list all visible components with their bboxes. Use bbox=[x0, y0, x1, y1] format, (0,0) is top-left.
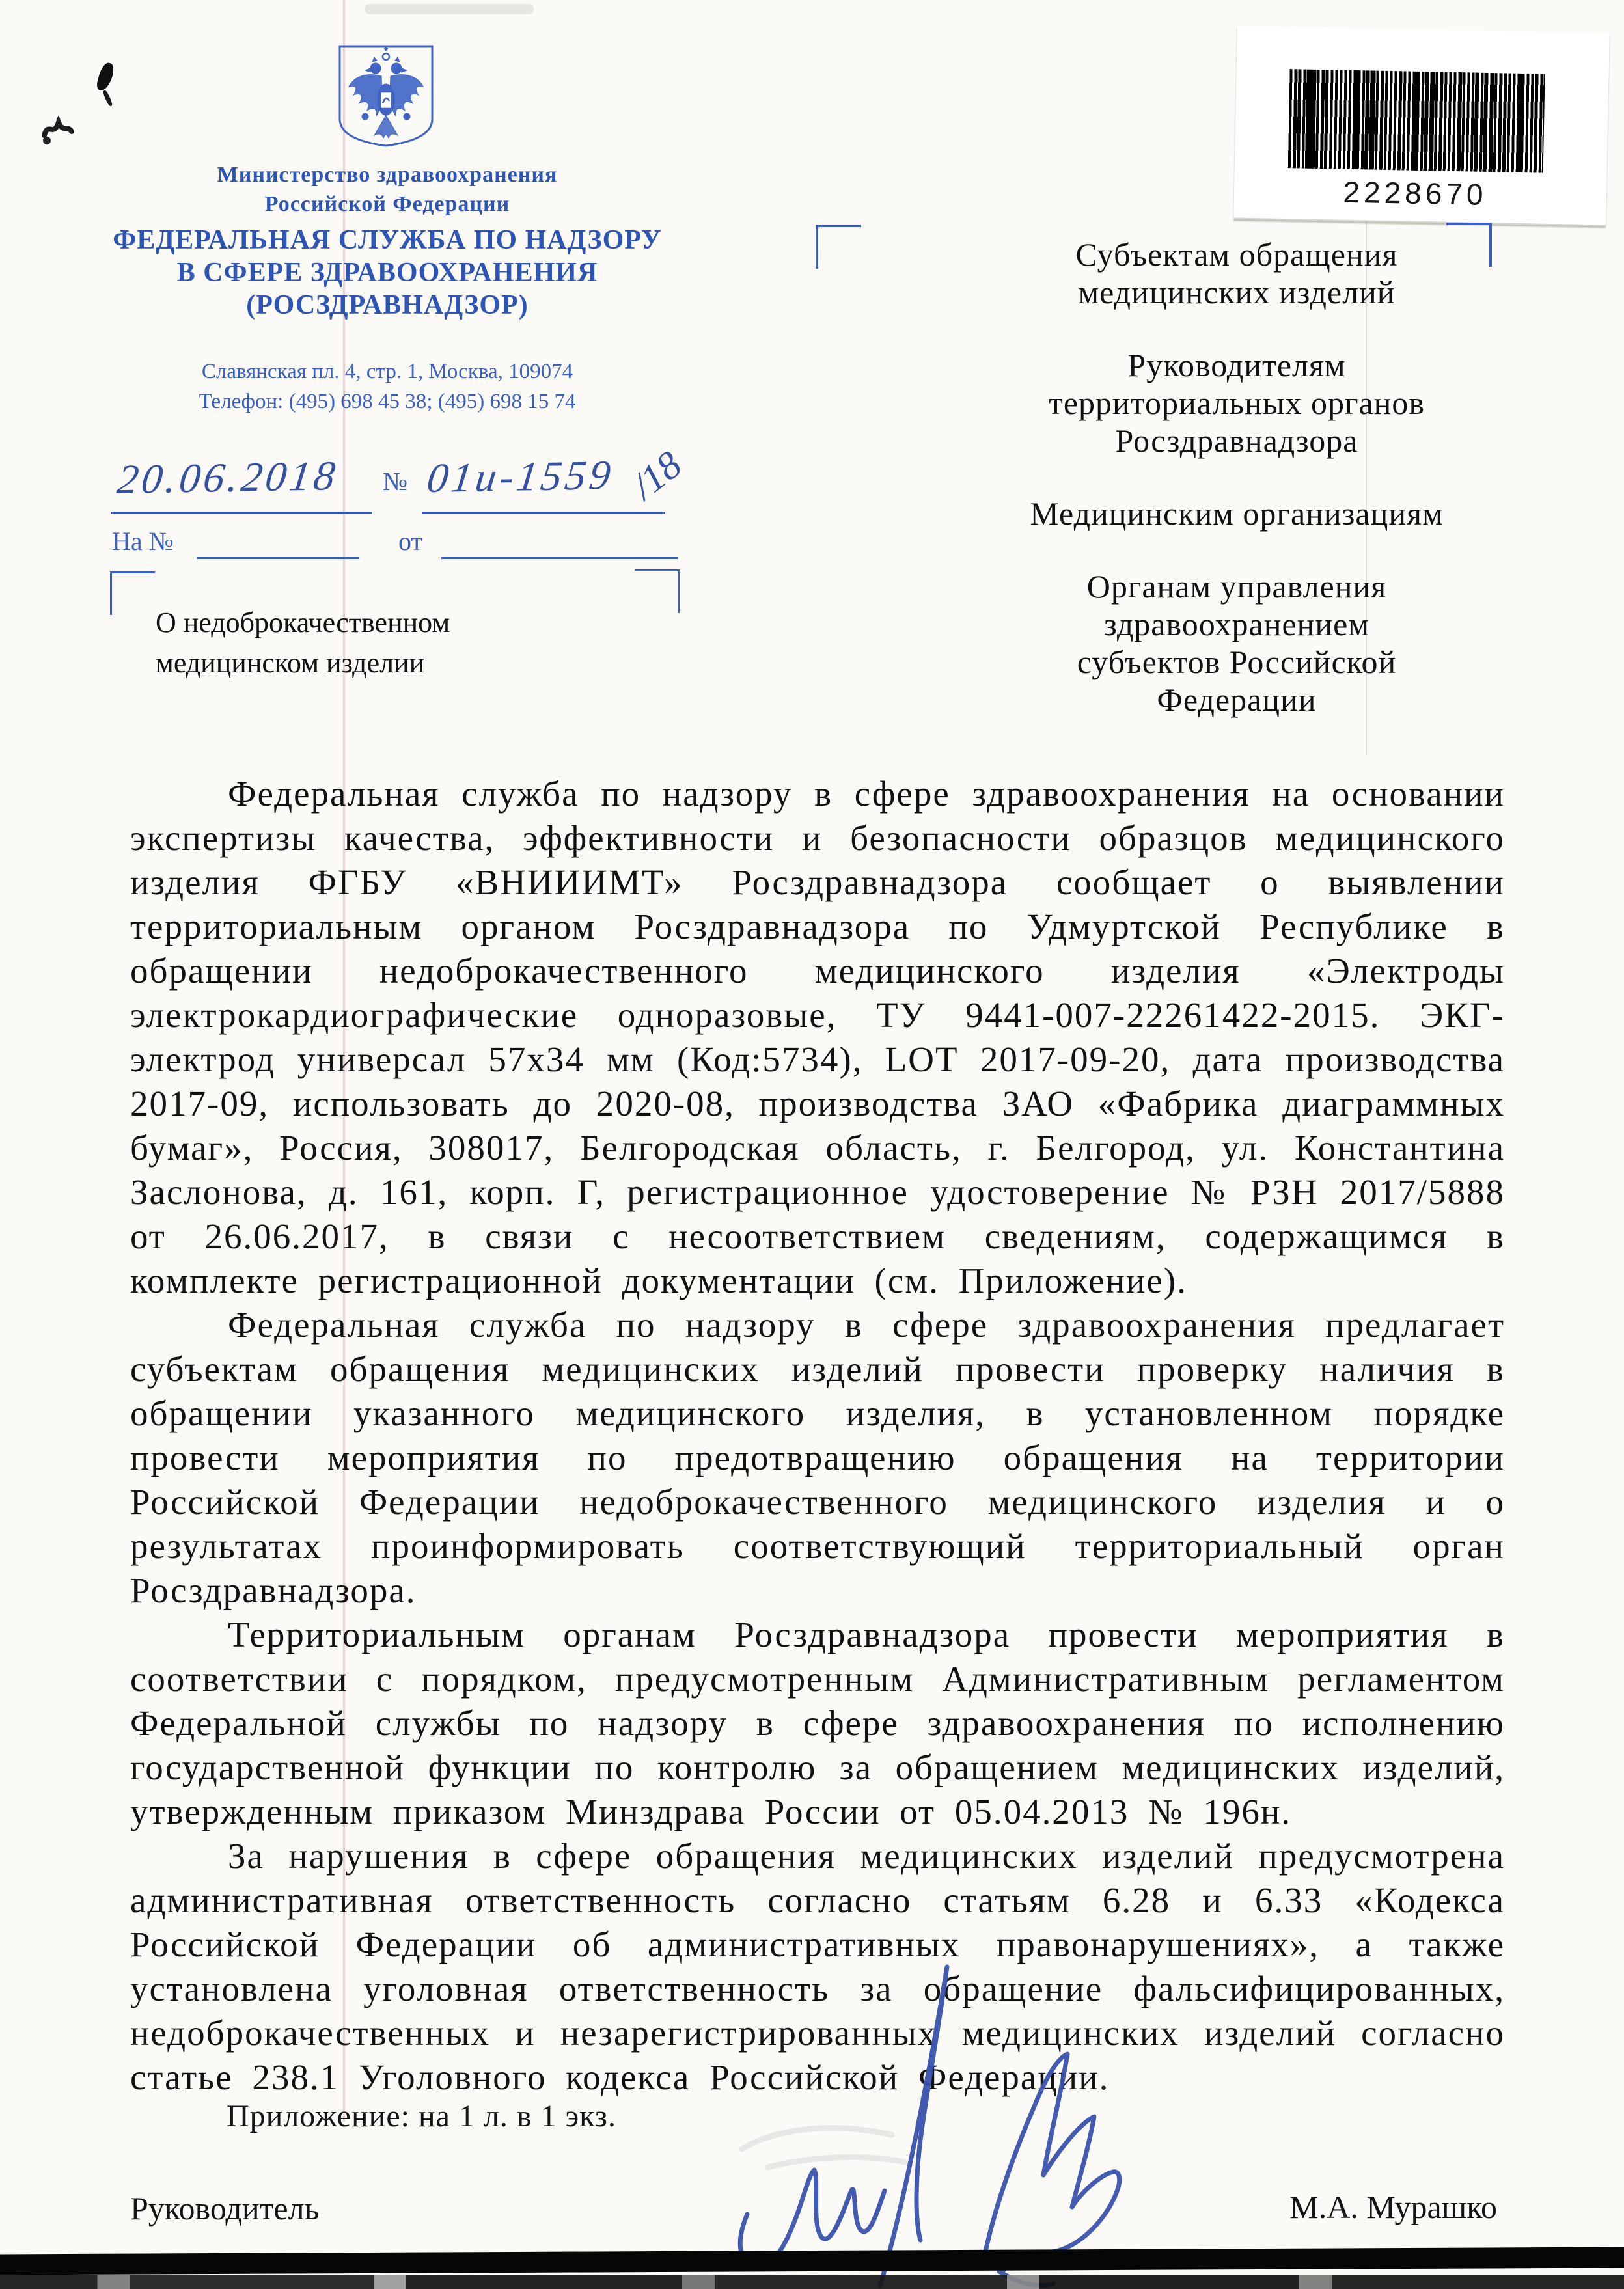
barcode-number: 2228670 bbox=[1342, 174, 1488, 212]
number-sign: № bbox=[383, 467, 408, 496]
handwritten-date: 20.06.2018 bbox=[115, 452, 341, 503]
subject-line-2: медицинском изделии bbox=[156, 647, 425, 679]
signer-name: М.А. Мурашко bbox=[1289, 2189, 1497, 2225]
service-name bbox=[91, 224, 683, 322]
reply-date-blank bbox=[441, 557, 678, 559]
addressee-medical-organizations: Медицинским организациям bbox=[1030, 495, 1444, 532]
reply-date-label: от bbox=[398, 527, 422, 556]
date-underline bbox=[111, 512, 372, 514]
handwritten-number: 01и-1559 bbox=[424, 452, 616, 502]
ink-blot-artifact bbox=[95, 61, 115, 92]
body-paragraph-3: Территориальным органам Росздравнадзора провести мероприятия в соответствии с порядком, предусмотренным Административным регламентом Федеральной службы по надзору в сфере здравоохранения по исполнению государственной функции по контролю за обращением медицинских изделий, утвержденным приказом Минздрава России от 05.04.2013 № 196н. bbox=[130, 1615, 1505, 1831]
addressee-territorial-heads: Руководителям территориальных органов Росздравнадзора bbox=[1048, 347, 1425, 459]
barcode-sticker bbox=[1233, 27, 1610, 226]
coat-of-arms-emblem bbox=[336, 44, 436, 148]
addressee-subjects: Субъектам обращения медицинских изделий bbox=[1075, 236, 1398, 310]
number-underline bbox=[422, 512, 665, 514]
corner-bracket-left bbox=[816, 225, 861, 269]
corner-bracket-right bbox=[1446, 223, 1492, 267]
letter-body bbox=[130, 772, 1505, 2100]
body-paragraph-2: Федеральная служба по надзору в сфере здравоохранения предлагает субъектам обращения медицинских изделий провести проверку наличия в обращении указанного медицинского изделия, в установленном порядке провести мероприятия по предотвращению обращения на территории Российской Федерации недоброкачественного медицинского изделия и о результатах проинформировать соответствующий территориальный орган Росздравнадзора. bbox=[130, 1305, 1505, 1610]
subject-line-1: О недоброкачественном bbox=[156, 607, 450, 638]
letterhead-address: Славянская пл. 4, стр. 1, Москва, 109074 bbox=[201, 360, 573, 383]
letterhead-phone: Телефон: (495) 698 45 38; (495) 698 15 74 bbox=[199, 390, 576, 413]
ink-blot-tail-artifact bbox=[102, 90, 113, 107]
ministry-line-2: Российской Федерации bbox=[264, 192, 510, 216]
barcode-bars bbox=[1288, 69, 1545, 172]
subject-bracket-right bbox=[635, 569, 680, 613]
body-paragraph-1: Федеральная служба по надзору в сфере здравоохранения на основании экспертизы качества, эффективности и безопасности образцов медицинского изделия ФГБУ «ВНИИИМТ» Росздравнадзора сообщает о выявлении территориальным органом Росздравнадзора по Удмуртской Республике в обращении недоброкачественного медицинского изделия «Электроды электрокардиографические одноразовые, ТУ 9441-007-22261422-2015. ЭКГ-электрод универсал 57х34 мм (Код:5734), LOT 2017-09-20, дата производства 2017-09, использовать до 2020-08, производства ЗАО «Фабрика диаграммных бумаг», Россия, 308017, Белгородская область, г. Белгород, ул. Константина Заслонова, д. 161, корп. Г, регистрационное удостоверение № РЗН 2017/5888 от 26.06.2017, в связи с несоответствием сведениям, содержащимся в комплекте регистрационной документации (см. Приложение). bbox=[130, 774, 1505, 1300]
ministry-line-1: Министерство здравоохранения bbox=[217, 163, 558, 187]
scan-smear-artifact bbox=[365, 4, 534, 14]
signer-title: Руководитель bbox=[130, 2190, 320, 2227]
service-line-3: (РОСЗДРАВНАДЗОР) bbox=[246, 290, 529, 320]
ministry-name bbox=[91, 160, 683, 219]
ink-squiggle-artifact bbox=[42, 116, 81, 148]
reply-number-blank bbox=[197, 557, 359, 559]
service-line-1: ФЕДЕРАЛЬНАЯ СЛУЖБА ПО НАДЗОРУ bbox=[113, 225, 662, 255]
reply-number-label: На № bbox=[112, 527, 174, 556]
handwritten-number-suffix: /18 bbox=[624, 443, 690, 508]
letterhead-contacts bbox=[91, 357, 683, 417]
addressee-health-authorities: Органам управления здравоохранением субъектов Российской Федерации bbox=[1077, 568, 1397, 718]
scanner-black-band bbox=[0, 2247, 1624, 2275]
scanner-bottom-strip bbox=[0, 2275, 1624, 2289]
body-paragraph-4: За нарушения в сфере обращения медицинских изделий предусмотрена административная ответственность согласно статьям 6.28 и 6.33 «Кодекса Российской Федерации об административных правонарушениях», а также установлена уголовная ответственность за обращение фальсифицированных, недоброкачественных и незарегистрированных медицинских изделий согласно статье 238.1 Уголовного кодекса Российской Федерации. bbox=[130, 1836, 1505, 2097]
subject-line bbox=[156, 603, 546, 683]
attachment-note: Приложение: на 1 л. в 1 экз. bbox=[227, 2099, 616, 2133]
handwritten-signature bbox=[618, 1920, 1204, 2284]
service-line-2: В СФЕРЕ ЗДРАВООХРАНЕНИЯ bbox=[176, 258, 598, 288]
subject-bracket-left bbox=[110, 571, 155, 615]
